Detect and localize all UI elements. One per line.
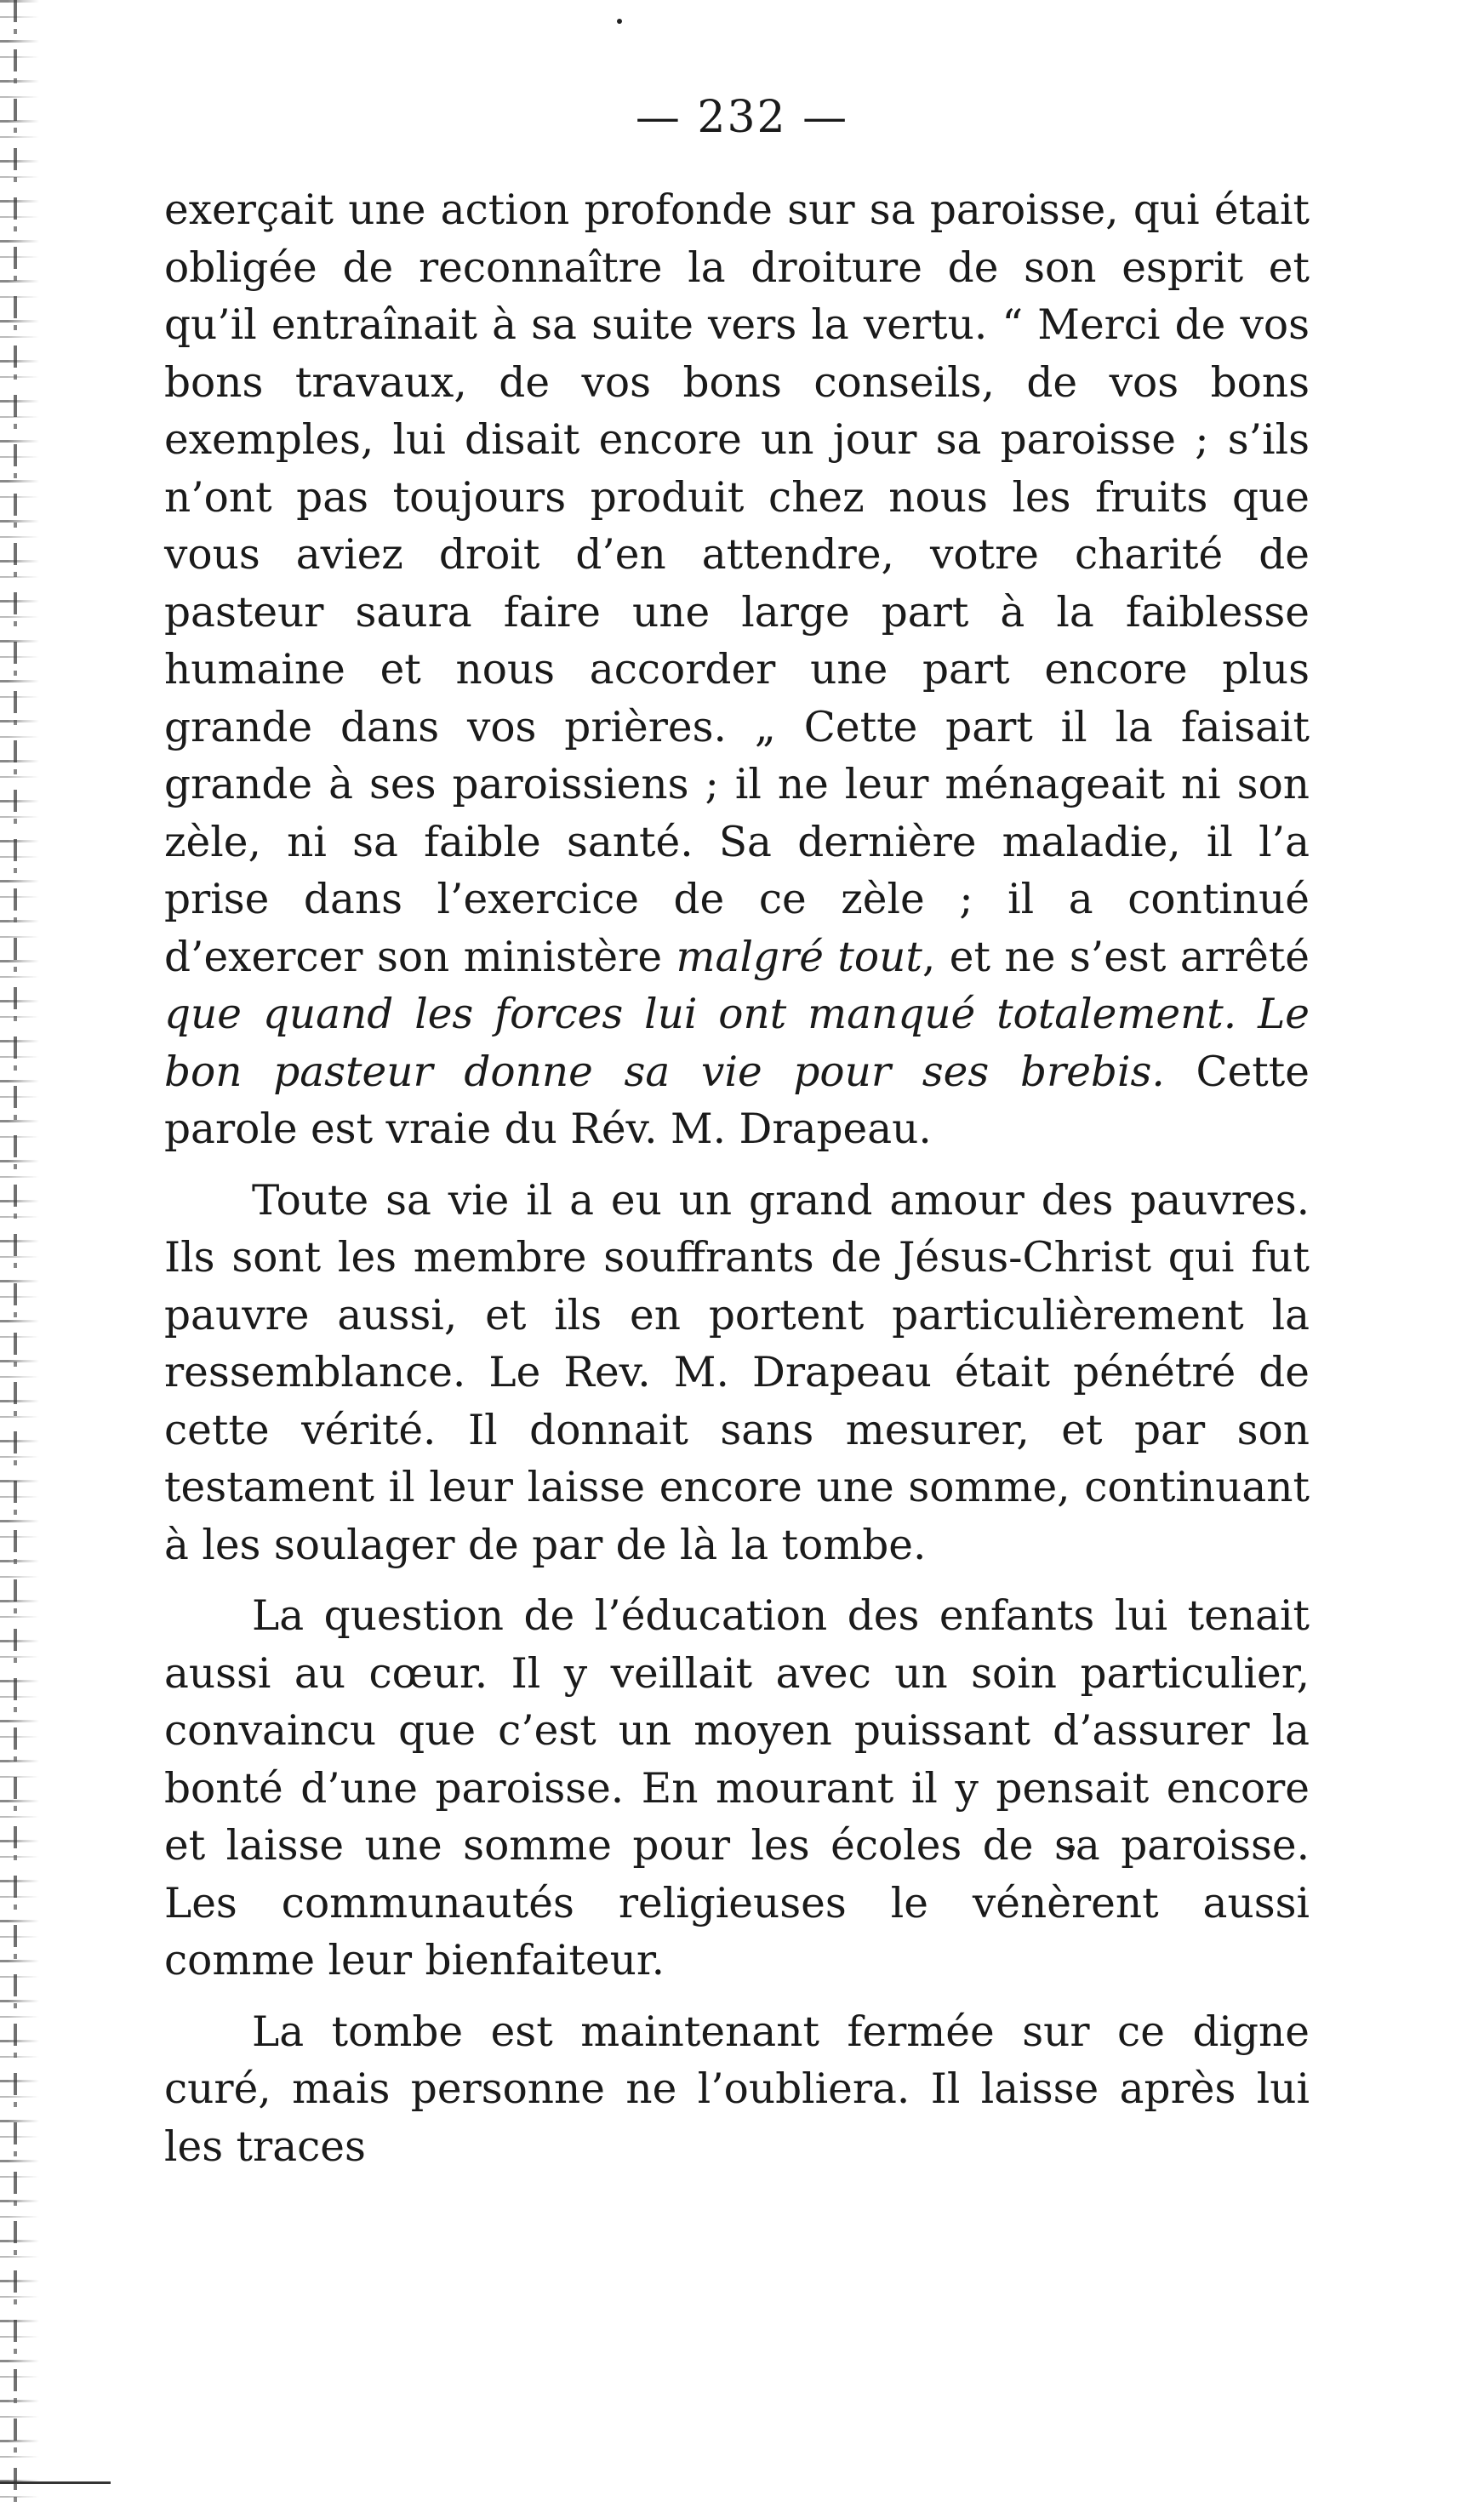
binding-gutter-edge [14, 0, 17, 2507]
text-run: La question de l’éducation des enfants lui tenait aussi au cœur. Il y veillait avec un soin particulier, convaincu que c’est un moyen puissant d’assurer la bonté d’une paroisse. En mourant il y pensait encore et laisse une somme pour les écoles de sa paroisse. Les communautés religieuses le vénèrent aussi comme leur bienfaiteur. [164, 1592, 1310, 1984]
body-text [164, 182, 1310, 2176]
text-run: exerçait une action profonde sur sa paroisse, qui était obligée de reconnaître la droiture de son esprit et qu’il entraînait à sa suite vers la vertu. “ Merci de vos bons travaux, de vos bons conseils, de vos bons exemples, lui disait encore un jour sa paroisse ; s’ils n’ont pas toujours produit chez nous les fruits que vous aviez droit d’en attendre, votre charité de pasteur saura faire une large part à la faiblesse humaine et nous accorder une part encore plus grande dans vos prières. „ Cette part il la faisait grande à ses paroissiens ; il ne leur ménageait ni son zèle, ni sa faible santé. Sa dernière maladie, il l’a prise dans l’exercice de ce zèle ; il a continué d’exercer son ministère [164, 186, 1310, 981]
paragraph-tombe [164, 2004, 1310, 2177]
text-run: , et ne s’est arrêté [922, 933, 1310, 981]
bottom-corner-rule [0, 2481, 111, 2484]
text-run: Cette parole est vraie du Rév. M. Drapeau. [164, 1048, 1310, 1153]
paragraph-pauvres [164, 1173, 1310, 1575]
page-number: — 232 — [635, 92, 849, 143]
binding-gutter-shadow [0, 0, 39, 2507]
paragraph-education [164, 1588, 1310, 1990]
italic-text-run: malgré tout [676, 933, 922, 981]
text-run: Toute sa vie il a eu un grand amour des pauvres. Ils sont les membre souffrants de Jésus-Christ qui fut pauvre aussi, et ils en portent particulièrement la ressemblance. Le Rev. M. Drapeau était pénétré de cette vérité. Il donnait sans mesurer, et par son testament il leur laisse encore une somme, continuant à les soulager de par de là la tombe. [164, 1176, 1310, 1569]
text-run: La tombe est maintenant fermée sur ce digne curé, mais personne ne l’oubliera. Il laisse après lui les traces [164, 2007, 1310, 2171]
scan-speck [617, 19, 622, 24]
paragraph-continuation [164, 182, 1310, 1159]
italic-text-run: que quand les forces lui ont manqué totalement. Le bon pasteur donne sa vie pour ses brebis. [164, 991, 1310, 1096]
